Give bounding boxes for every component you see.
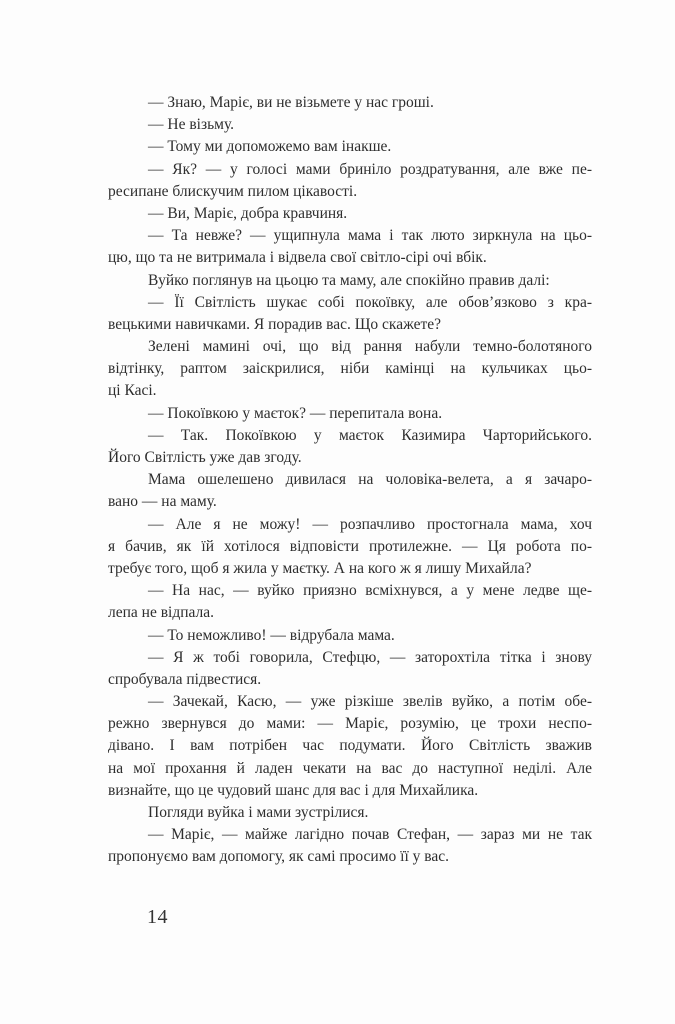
text-line: — Не візьму.	[148, 116, 235, 134]
paragraph	[108, 136, 592, 158]
text-line: Зелені мамині очі, що від рання набули темно-болотяного	[148, 338, 592, 356]
text-line: цю, що та не витримала і відвела свої світло-сірі очі вбік.	[108, 249, 487, 267]
text-line: я бачив, як їй хотілося відповісти протилежне. — Ця робота по-	[108, 537, 592, 555]
paragraph	[108, 203, 592, 225]
paragraph	[108, 270, 592, 292]
paragraph	[108, 292, 592, 336]
text-line: визнайте, що це чудовий шанс для вас і для Михайлика.	[108, 781, 479, 799]
paragraph	[108, 580, 592, 624]
paragraph	[108, 514, 592, 581]
text-line: лепа не відпала.	[108, 604, 215, 622]
text-line: — На нас, — вуйко приязно всміхнувся, а у мене ледве ще-	[148, 582, 592, 600]
text-line: ці Касі.	[108, 382, 157, 400]
text-line: — Зачекай, Касю, — уже різкіше звелів вуйко, а потім обе-	[148, 693, 592, 711]
paragraph	[108, 647, 592, 691]
text-line: Вуйко поглянув на цьоцю та маму, але спокійно правив далі:	[148, 271, 550, 289]
text-line: дівано. І вам потрібен час подумати. Його Світлість зважив	[108, 737, 592, 755]
paragraph	[108, 92, 592, 114]
text-line: — Маріє, — майже лагідно почав Стефан, — зараз ми не так	[148, 826, 592, 844]
paragraph	[108, 425, 592, 469]
text-line: режно звернувся до мами: — Маріє, розумію, це трохи неспо-	[108, 715, 592, 733]
text-line: — То неможливо! — відрубала мама.	[148, 626, 395, 644]
text-line: вецькими навичками. Я порадив вас. Що скажете?	[108, 315, 442, 333]
text-line: — Я ж тобі говорила, Стефцю, — заторохтіла тітка і знову	[148, 648, 592, 666]
text-line: — Її Світлість шукає собі покоївку, але обов’язково з кра-	[148, 293, 592, 311]
text-line: — Покоївкою у маєток? — перепитала вона.	[148, 404, 443, 422]
paragraph	[108, 114, 592, 136]
paragraph	[108, 625, 592, 647]
text-line: на мої прохання й ладен чекати на вас до наступної неділі. Але	[108, 759, 592, 777]
text-block	[108, 92, 592, 869]
paragraph	[108, 336, 592, 403]
paragraph	[108, 403, 592, 425]
text-line: — Але я не можу! — розпачливо простогнала мама, хоч	[148, 515, 592, 533]
paragraph	[108, 159, 592, 203]
paragraph	[108, 691, 592, 802]
text-line: вано — на маму.	[108, 493, 217, 511]
text-line: — Як? — у голосі мами бриніло роздратування, але вже пе-	[148, 160, 592, 178]
text-line: Його Світлість уже дав згоду.	[108, 449, 302, 466]
text-line: відтінку, раптом заіскрилися, ніби камінці на кульчиках цьо-	[108, 360, 592, 378]
text-line: Погляди вуйка і мами зустрілися.	[148, 804, 369, 821]
paragraph	[108, 824, 592, 868]
text-line: Мама ошелешено дивилася на чоловіка-велета, а я зачаро-	[148, 471, 592, 489]
text-line: — Тому ми допоможемо вам інакше.	[148, 138, 392, 156]
text-line: — Знаю, Маріє, ви не візьмете у нас гроші.	[148, 94, 434, 111]
page-number: 14	[147, 906, 168, 928]
text-line: спробувала підвестися.	[108, 670, 262, 688]
text-line: — Та невже? — ущипнула мама і так люто зиркнула на цьо-	[148, 227, 592, 245]
paragraph	[108, 469, 592, 513]
text-line: — Ви, Маріє, добра кравчиня.	[148, 204, 348, 222]
paragraph	[108, 225, 592, 269]
paragraph	[108, 802, 592, 824]
text-line: — Так. Покоївкою у маєток Казимира Чарторийського.	[148, 426, 592, 444]
text-line: ресипане блискучим пилом цікавості.	[108, 182, 358, 200]
text-line: требує того, щоб я жила у маєтку. А на кого ж я лишу Михайла?	[108, 559, 532, 577]
text-line: пропонуємо вам допомогу, як самі просимо її у вас.	[108, 848, 450, 866]
